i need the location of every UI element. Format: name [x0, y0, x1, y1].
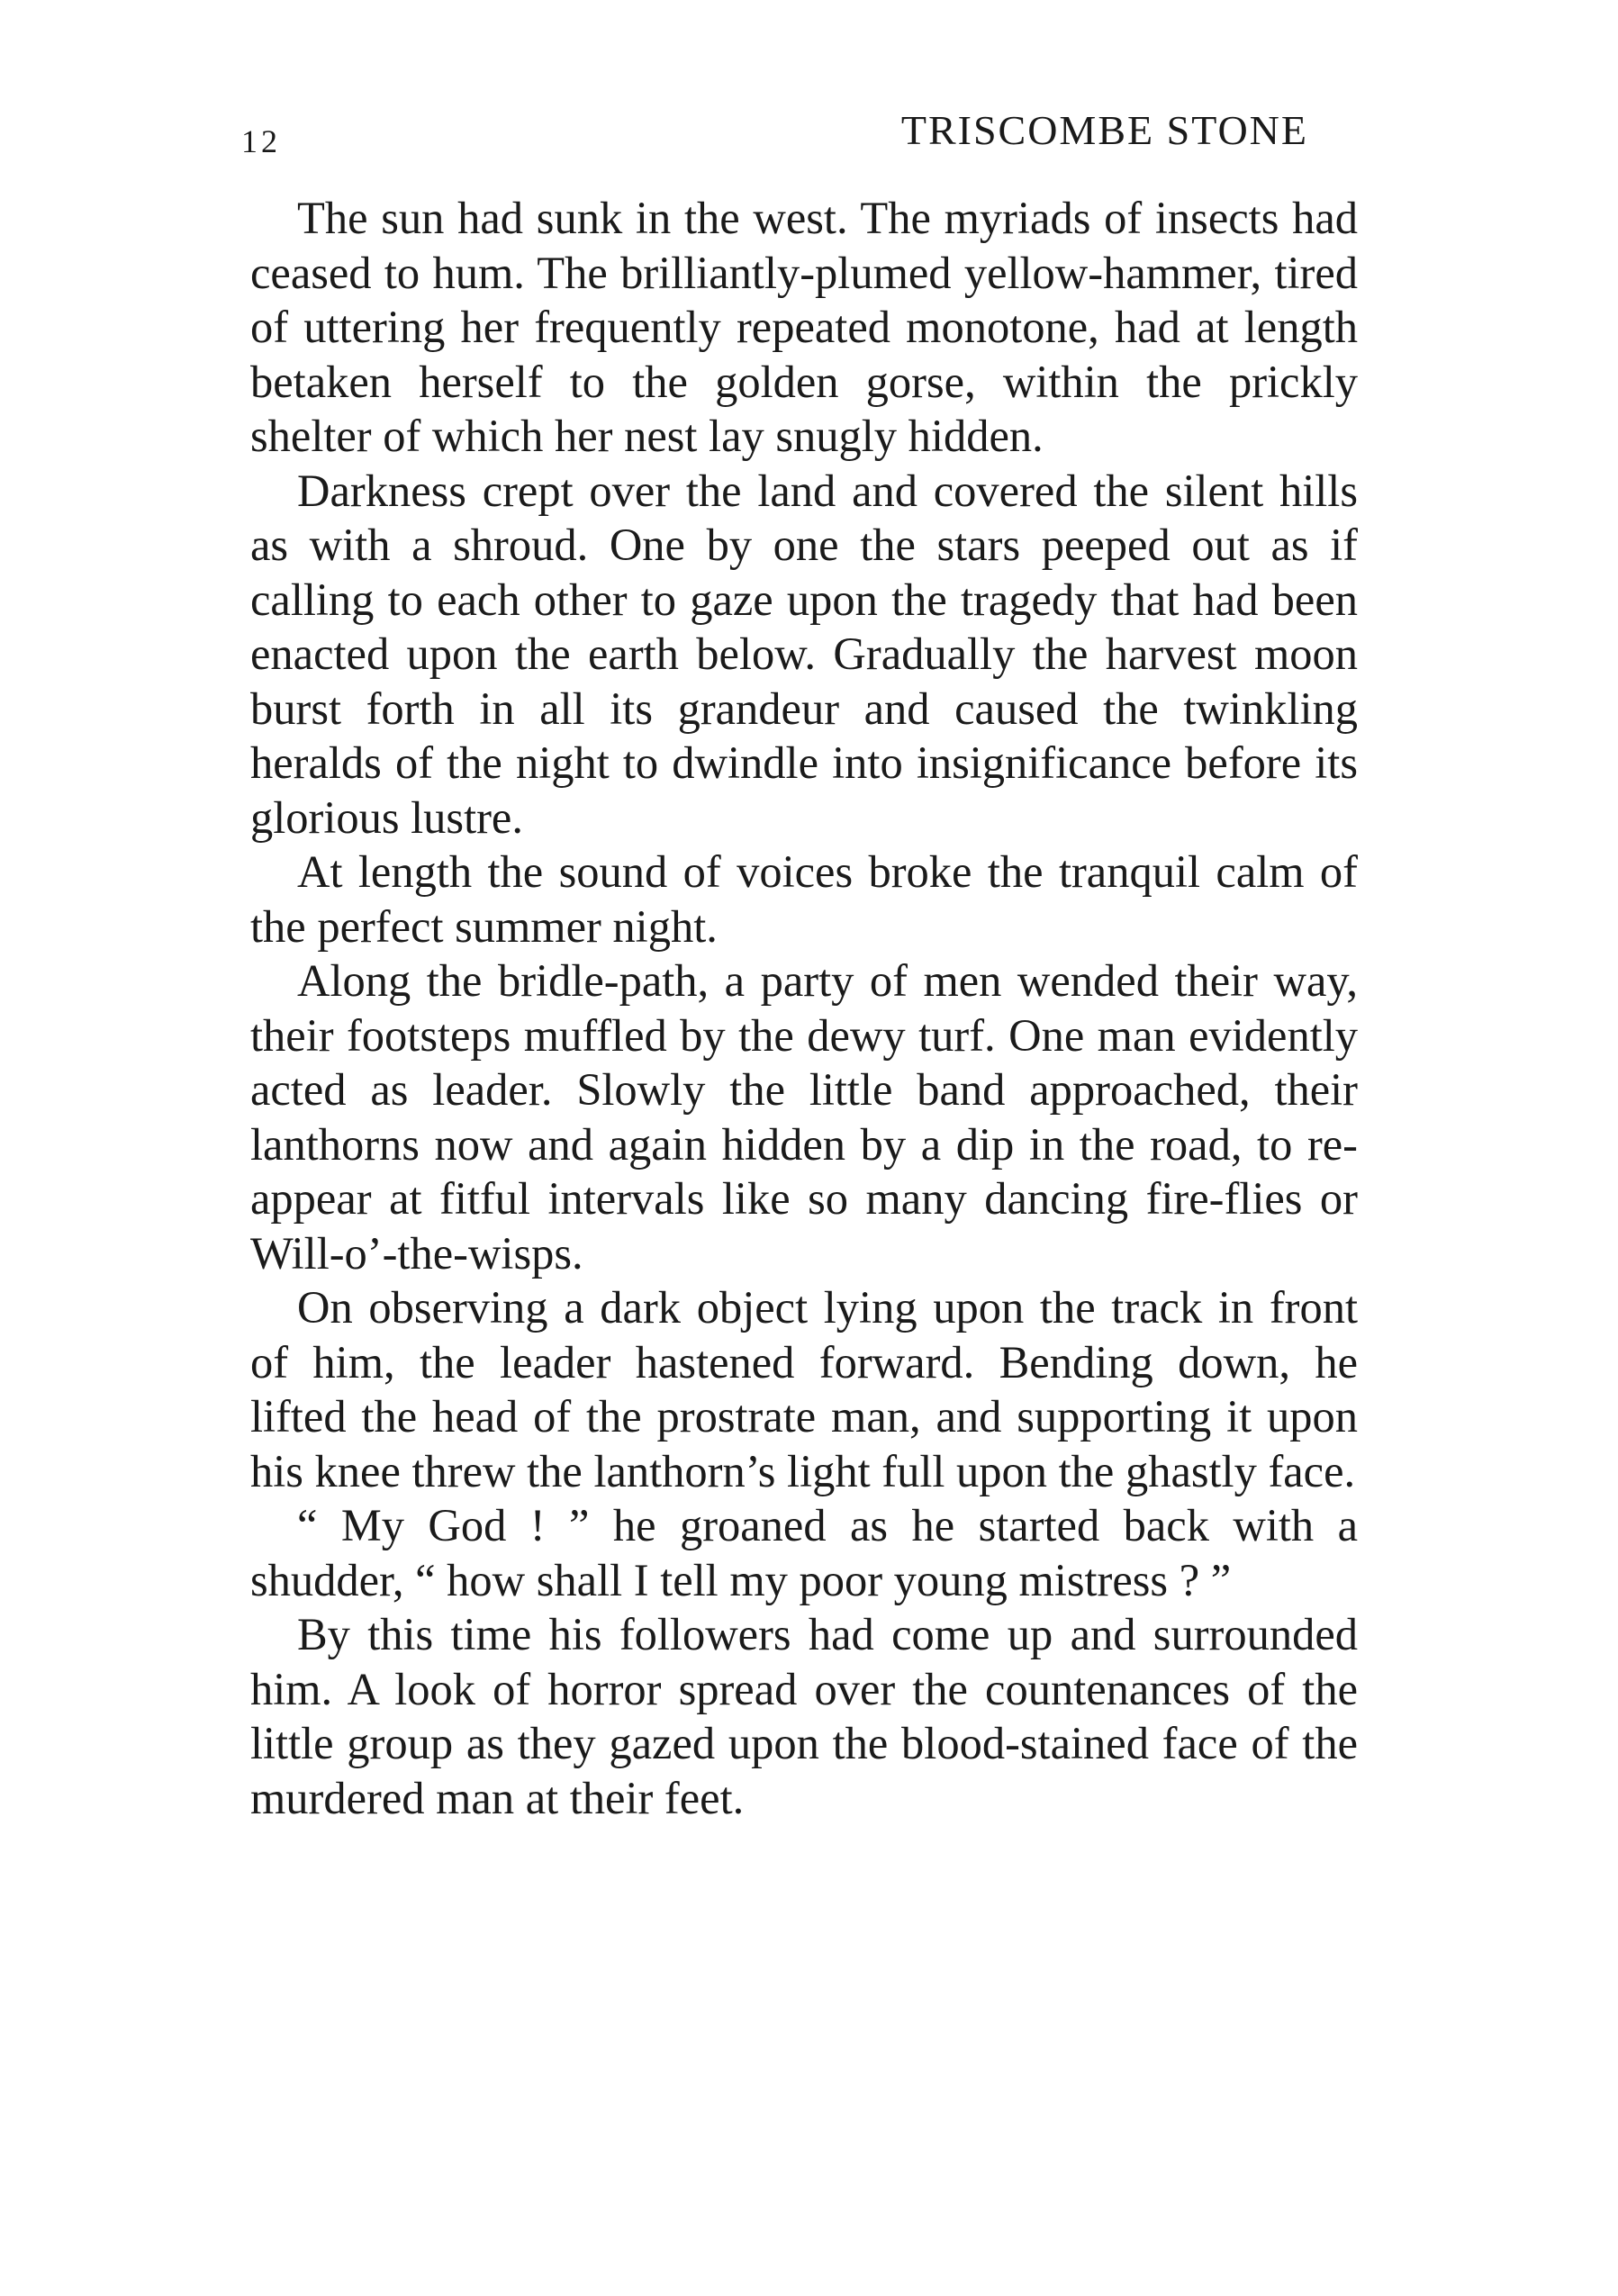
paragraph-darkness: Darkness crept over the land and covered the silent hills as with a shroud. One by one the stars peeped out as if calling to each other to gaze upon the tragedy that had been enacted upon the earth below. Gradually the harvest moon burst forth in all its grandeur and caused the twinkling heralds of the night to dwindle into insignificance before its glorious lustre.	[250, 465, 1358, 843]
paragraph-dark-object: On observing a dark object lying upon the track in front of him, the leader hastened forward. Bending down, he lifted the head of the prostrate man, and supporting it upon his knee threw the lanthorn’s light full upon the ghastly face.	[250, 1282, 1358, 1496]
body-text	[250, 191, 1358, 1825]
paragraph-sunset: The sun had sunk in the west. The myriads of insects had ceased to hum. The brilliantly-plumed yellow-hammer, tired of uttering her frequently repeated monotone, had at length betaken herself to the golden gorse, within the prickly shelter of which her nest lay snugly hidden.	[250, 193, 1358, 461]
paragraph-bridle-path: Along the bridle-path, a party of men wended their way, their footsteps muffled by the dewy turf. One man evidently acted as leader. Slowly the little band approached, their lanthorns now and again hidden by a dip in the road, to re-appear at fitful intervals like so many dancing fire-flies or Will-o’-the-wisps.	[250, 955, 1358, 1279]
paragraph-followers: By this time his followers had come up and surrounded him. A look of horror spread over the countenances of the little group as they gazed upon the blood-stained face of the murdered man at their feet.	[250, 1609, 1358, 1823]
paragraph-exclamation: “ My God ! ” he groaned as he started back with a shudder, “ how shall I tell my poor young mistress ? ”	[250, 1500, 1358, 1605]
paragraph-voices: At length the sound of voices broke the tranquil calm of the perfect summer night.	[250, 846, 1358, 952]
page-number: 12	[241, 123, 281, 159]
running-title: TRISCOMBE STONE	[900, 107, 1308, 153]
running-header	[241, 106, 1308, 160]
